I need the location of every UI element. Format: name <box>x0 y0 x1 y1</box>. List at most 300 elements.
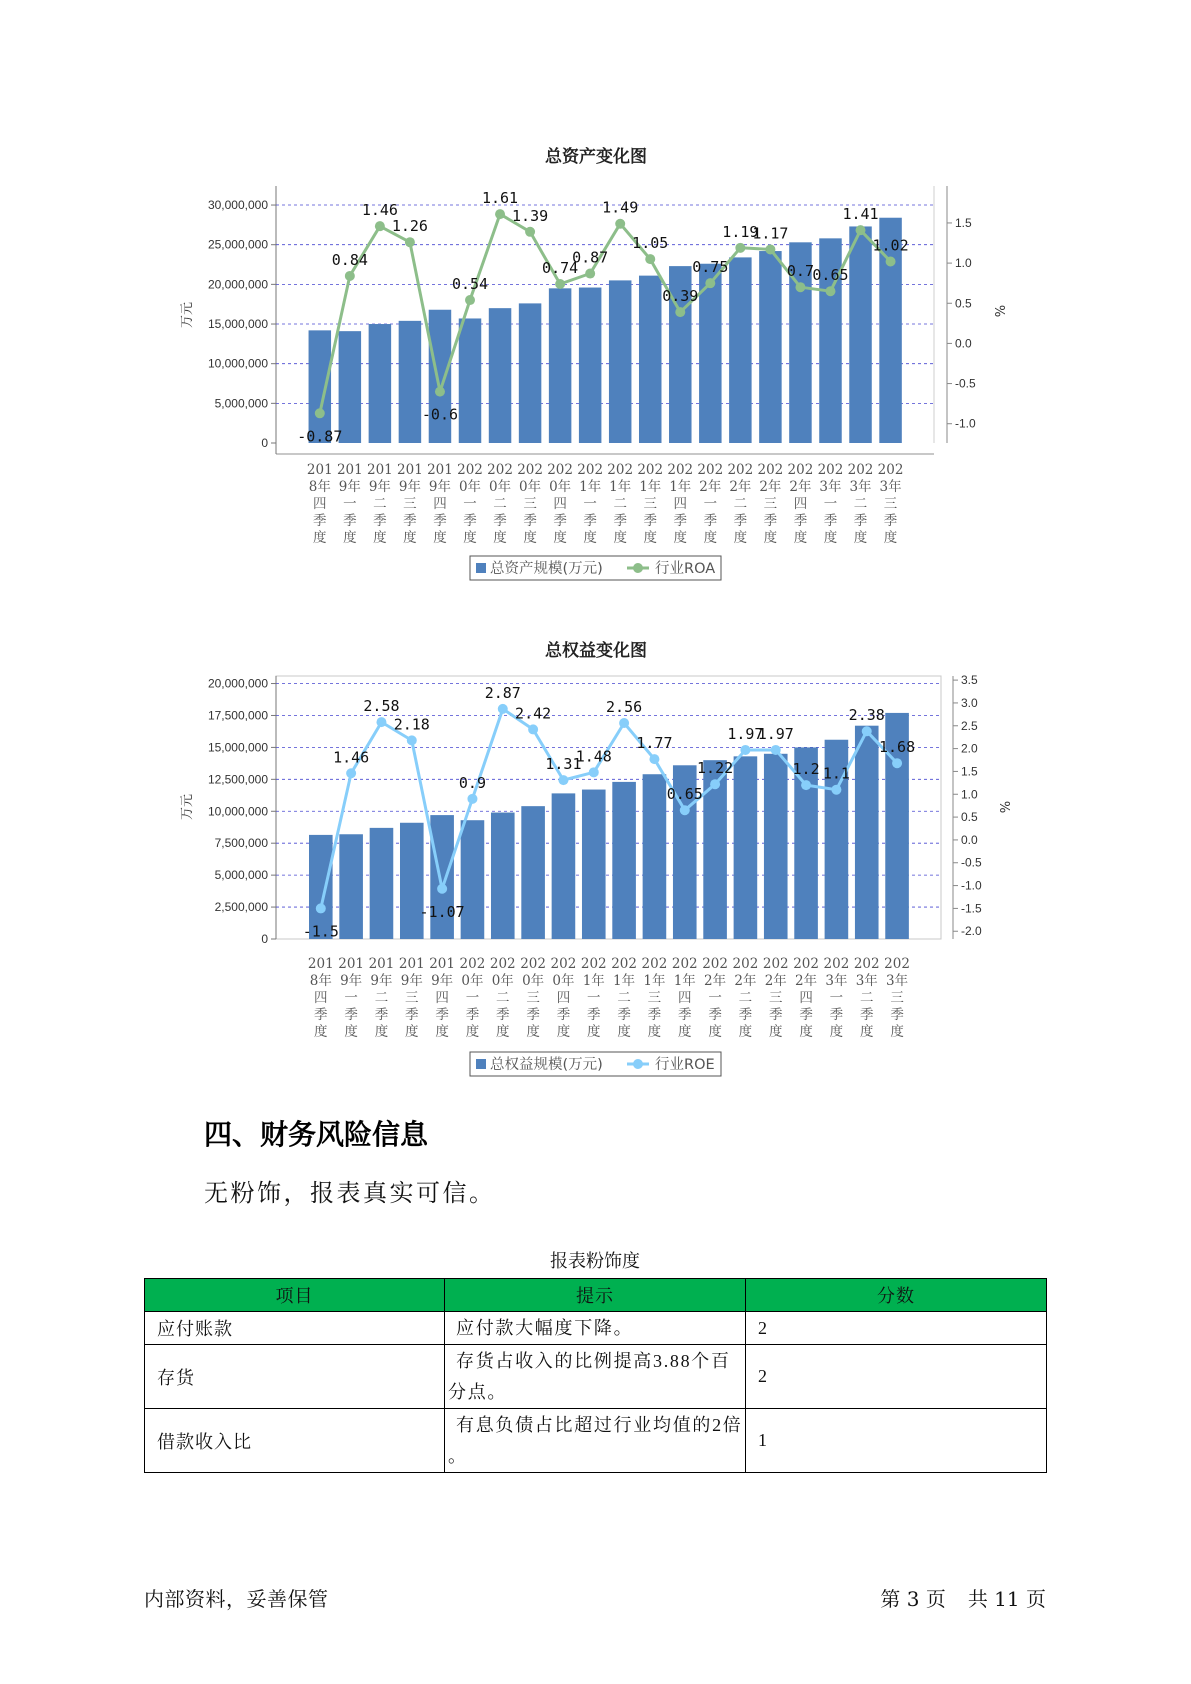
x-tick-label-part: 季 <box>769 1007 783 1023</box>
line-point <box>316 903 326 913</box>
x-tick-label-part: 202 <box>547 462 574 478</box>
bar <box>855 726 879 939</box>
line-point <box>555 279 565 289</box>
line-point <box>680 805 690 815</box>
x-tick-label <box>457 462 483 546</box>
legend-line-marker <box>633 563 643 573</box>
x-tick-label <box>547 462 573 546</box>
section-heading: 四、财务风险信息 <box>204 1118 429 1151</box>
x-tick-label-part: 202 <box>817 462 844 478</box>
x-tick-label-part: 2年 <box>789 479 812 495</box>
data-label: 0.39 <box>662 287 699 306</box>
data-label: 0.54 <box>451 275 489 294</box>
x-tick-label-part: 2年 <box>704 973 727 989</box>
table-cell-score: 2 <box>746 1312 1047 1345</box>
x-tick-label-part: 一 <box>587 990 601 1006</box>
x-tick-label-part: 201 <box>397 462 423 478</box>
bar <box>764 754 788 939</box>
y-tick-label: 10,000,000 <box>207 356 268 371</box>
x-tick-label-part: 度 <box>890 1024 904 1040</box>
bar <box>519 303 542 443</box>
y-tick-label: 5,000,000 <box>214 868 268 883</box>
data-label: 2.42 <box>515 704 552 723</box>
data-label: 0.75 <box>692 258 729 277</box>
x-tick-label-part: 度 <box>403 530 417 546</box>
x-tick-label-part: 二 <box>853 496 868 512</box>
y-axis-title: 万元 <box>180 301 195 329</box>
x-tick-label-part: 度 <box>374 1024 389 1040</box>
x-tick-label-part: 季 <box>374 1007 389 1023</box>
x-tick-label <box>637 462 663 546</box>
x-tick-label-part: 季 <box>493 513 507 529</box>
x-tick-label-part: 季 <box>793 513 808 529</box>
x-tick-label-part: 三 <box>643 496 657 512</box>
x-tick-label-part: 202 <box>853 956 880 972</box>
line-point <box>735 243 745 253</box>
x-tick-label <box>667 462 693 546</box>
x-tick-label-part: 201 <box>398 956 425 972</box>
x-tick-label-part: 度 <box>343 530 357 546</box>
section-summary: 无粉饰，报表真实可信。 <box>204 1179 496 1207</box>
data-label: 1.05 <box>632 234 669 253</box>
x-tick-label-part: 202 <box>847 462 874 478</box>
x-tick-label-part: 1年 <box>669 479 692 495</box>
data-label: 1.49 <box>602 198 639 217</box>
data-label: 2.58 <box>363 697 400 716</box>
x-tick-label-part: 1年 <box>579 479 602 495</box>
x-tick-label-part: 一 <box>829 990 844 1006</box>
y-tick-label: 30,000,000 <box>207 198 268 213</box>
y2-tick-label: -2.0 <box>961 924 982 939</box>
x-tick-label-part: 季 <box>738 1007 753 1023</box>
line-point <box>528 724 538 734</box>
x-tick-label-part: 2年 <box>699 479 722 495</box>
x-tick-label-part: 0年 <box>458 479 482 495</box>
x-tick-label-part: 季 <box>823 513 838 529</box>
x-tick-label-part: 一 <box>465 990 480 1006</box>
x-tick-label-part: 0年 <box>522 973 545 989</box>
x-tick-label-part: 季 <box>763 513 778 529</box>
chart-title: 总权益变化图 <box>545 641 647 661</box>
table-cell-item: 应付账款 <box>145 1312 445 1345</box>
x-tick-label-part: 202 <box>607 462 634 478</box>
x-tick-label-part: 202 <box>457 462 483 478</box>
line-point <box>740 745 750 755</box>
x-tick-label-part: 201 <box>338 956 365 972</box>
line-point <box>465 295 475 305</box>
y-tick-label: 20,000,000 <box>207 277 268 292</box>
x-tick-label-part: 季 <box>643 513 657 529</box>
x-tick-label-part: 202 <box>459 956 486 972</box>
x-tick-label-part: 202 <box>787 462 814 478</box>
y2-tick-label: -0.5 <box>961 855 982 870</box>
data-label: 0.87 <box>572 248 609 267</box>
x-tick-label <box>727 462 753 546</box>
x-tick-label-part: 1年 <box>673 973 696 989</box>
x-tick-label-part: 三 <box>526 990 540 1006</box>
x-tick-label-part: 三 <box>883 496 898 512</box>
x-tick-label-part: 度 <box>793 530 808 546</box>
line-point <box>375 221 385 231</box>
y2-tick-label: -1.0 <box>955 416 976 431</box>
x-tick-label-part: 度 <box>526 1024 540 1040</box>
data-label: 0.9 <box>458 773 486 792</box>
bar <box>643 774 667 939</box>
data-label: 0.65 <box>812 266 849 285</box>
data-label: 1.97 <box>727 724 764 743</box>
x-tick-label <box>733 956 759 1040</box>
x-tick-label-part: 度 <box>859 1024 874 1040</box>
line-point <box>345 271 355 281</box>
bar <box>612 782 636 939</box>
x-tick-label-part: 三 <box>769 990 783 1006</box>
x-tick-label-part: 202 <box>732 956 759 972</box>
table-header-score: 分数 <box>746 1279 1047 1312</box>
bar <box>582 790 606 939</box>
x-tick-label <box>517 462 543 546</box>
x-tick-label-part: 季 <box>313 513 327 529</box>
x-tick-label-part: 季 <box>703 513 718 529</box>
x-tick-label-part: 度 <box>314 1024 328 1040</box>
data-label: 2.18 <box>393 715 430 734</box>
x-tick-label-part: 季 <box>673 513 688 529</box>
x-tick-label-part: 季 <box>433 513 447 529</box>
x-tick-label-part: 202 <box>487 462 513 478</box>
line-point <box>435 387 445 397</box>
x-tick-label-part: 度 <box>853 530 868 546</box>
x-tick-label-part: 度 <box>703 530 718 546</box>
x-tick-label-part: 度 <box>678 1024 692 1040</box>
data-label: -0.6 <box>421 405 459 424</box>
data-label: 2.87 <box>484 683 521 702</box>
x-tick-label-part: 季 <box>678 1007 692 1023</box>
x-tick-label-part: 季 <box>890 1007 904 1023</box>
y2-axis-title: % <box>996 800 1011 814</box>
x-tick-label-part: 2年 <box>759 479 782 495</box>
x-tick-label-part: 二 <box>859 990 874 1006</box>
line-point <box>831 785 841 795</box>
y2-tick-label: -1.0 <box>961 878 982 893</box>
data-label: 1.26 <box>391 217 428 236</box>
x-tick-label-part: 二 <box>496 990 510 1006</box>
data-label: 1.1 <box>822 764 850 783</box>
y-tick-label: 15,000,000 <box>207 740 268 755</box>
x-tick-label-part: 9年 <box>340 973 363 989</box>
x-tick-label-part: 一 <box>344 990 358 1006</box>
x-tick-label-part: 202 <box>697 462 724 478</box>
x-tick-label-part: 四 <box>433 496 447 512</box>
x-tick-label <box>581 956 607 1040</box>
x-tick-label-part: 度 <box>553 530 567 546</box>
data-label: 2.56 <box>606 698 643 717</box>
x-tick-label-part: 202 <box>884 956 910 972</box>
x-tick-label-part: 季 <box>799 1007 813 1023</box>
x-tick-label-part: 季 <box>405 1007 419 1023</box>
x-tick-label-part: 季 <box>465 1007 480 1023</box>
x-tick-label <box>854 956 880 1040</box>
y-tick-label: 20,000,000 <box>207 676 268 691</box>
x-tick-label-part: 季 <box>314 1007 328 1023</box>
chart-title: 总资产变化图 <box>545 147 647 167</box>
x-tick-label-part: 度 <box>769 1024 783 1040</box>
line-point <box>467 794 477 804</box>
x-tick-label-part: 度 <box>733 530 748 546</box>
y-tick-label: 25,000,000 <box>207 237 268 252</box>
x-tick-label-part: 202 <box>762 956 789 972</box>
line-point <box>801 780 811 790</box>
data-label: 1.46 <box>361 201 398 220</box>
bar <box>734 756 758 939</box>
x-tick-label-part: 202 <box>611 956 637 972</box>
x-tick-label-part: 三 <box>763 496 778 512</box>
x-tick-label <box>429 956 455 1040</box>
x-tick-label-part: 1年 <box>643 973 666 989</box>
x-tick-label-part: 0年 <box>549 479 572 495</box>
data-label: 1.17 <box>752 224 789 243</box>
line-point <box>558 775 568 785</box>
x-tick-label-part: 9年 <box>338 479 361 495</box>
table-cell-score: 1 <box>746 1409 1047 1473</box>
table-cell-hint: 应付款大幅度下降。 <box>445 1312 746 1345</box>
data-label: 1.22 <box>697 759 734 778</box>
x-tick-label-part: 0年 <box>552 973 575 989</box>
line-point <box>710 779 720 789</box>
table-caption: 报表粉饰度 <box>550 1251 640 1272</box>
data-label: 1.41 <box>842 205 879 224</box>
x-tick-label <box>397 462 423 546</box>
x-tick-label-part: 四 <box>678 990 692 1006</box>
x-tick-label-part: 度 <box>405 1024 419 1040</box>
x-tick-label-part: 四 <box>313 496 327 512</box>
bar <box>461 820 485 939</box>
x-tick-label-part: 202 <box>667 462 694 478</box>
x-tick-label <box>642 956 668 1040</box>
x-tick-label-part: 8年 <box>308 479 331 495</box>
x-tick-label-part: 9年 <box>431 973 454 989</box>
y2-tick-label: 0.5 <box>961 810 978 825</box>
bar <box>579 288 602 443</box>
x-tick-label-part: 201 <box>368 956 395 972</box>
line-point <box>495 209 505 219</box>
y2-tick-label: 3.0 <box>961 695 978 710</box>
data-label: 1.02 <box>872 236 909 255</box>
y2-tick-label: 2.5 <box>961 718 978 733</box>
legend-bar-swatch <box>476 1059 486 1069</box>
bar <box>729 257 752 443</box>
x-tick-label-part: 度 <box>463 530 477 546</box>
x-tick-label <box>427 462 453 546</box>
x-tick-label-part: 季 <box>853 513 868 529</box>
y2-tick-label: -0.5 <box>955 376 976 391</box>
x-tick-label-part: 度 <box>313 530 327 546</box>
x-tick-label <box>793 956 819 1040</box>
x-tick-label-part: 202 <box>637 462 664 478</box>
x-tick-label <box>487 462 513 546</box>
x-tick-label-part: 四 <box>435 990 449 1006</box>
x-tick-label-part: 四 <box>556 990 571 1006</box>
x-tick-label-part: 202 <box>580 956 607 972</box>
x-tick-label <box>607 462 633 546</box>
y-tick-label: 0 <box>261 436 268 450</box>
x-tick-label-part: 0年 <box>461 973 484 989</box>
x-tick-label-part: 度 <box>373 530 387 546</box>
x-tick-label-part: 四 <box>793 496 808 512</box>
x-tick-label-part: 202 <box>793 956 819 972</box>
line-point <box>892 758 902 768</box>
x-tick-label-part: 度 <box>493 530 507 546</box>
x-tick-label-part: 季 <box>523 513 537 529</box>
legend-line-label: 行业ROE <box>655 1057 715 1073</box>
x-tick-label-part: 3年 <box>819 479 842 495</box>
x-tick-label <box>848 462 874 546</box>
x-tick-label-part: 度 <box>435 1024 449 1040</box>
x-tick-label-part: 度 <box>673 530 688 546</box>
x-tick-label <box>551 956 577 1040</box>
x-tick-label-part: 季 <box>496 1007 510 1023</box>
data-label: 2.38 <box>848 706 885 725</box>
x-tick-label-part: 度 <box>883 530 898 546</box>
line-point <box>589 767 599 777</box>
x-tick-label-part: 2年 <box>795 973 818 989</box>
x-tick-label <box>399 956 425 1040</box>
bar <box>399 321 422 443</box>
bar <box>309 330 332 443</box>
x-tick-label-part: 度 <box>738 1024 753 1040</box>
line-point <box>498 704 508 714</box>
x-tick-label-part: 四 <box>799 990 813 1006</box>
y2-tick-label: 2.0 <box>961 741 978 756</box>
x-tick-label <box>577 462 603 546</box>
total-equity-chart <box>180 640 1011 1076</box>
legend-line-marker <box>633 1059 643 1069</box>
x-tick-label-part: 3年 <box>825 973 848 989</box>
x-tick-label <box>367 462 393 546</box>
x-tick-label-part: 季 <box>583 513 597 529</box>
x-tick-label-part: 季 <box>556 1007 571 1023</box>
x-tick-label-part: 201 <box>336 462 363 478</box>
x-tick-label-part: 一 <box>823 496 838 512</box>
data-label: 0.65 <box>666 785 703 804</box>
bar <box>370 828 394 939</box>
data-label: 0.84 <box>331 250 368 269</box>
x-tick-label <box>520 956 546 1040</box>
x-tick-label-part: 度 <box>613 530 627 546</box>
y-tick-label: 7,500,000 <box>214 836 268 851</box>
x-tick-label-part: 季 <box>708 1007 722 1023</box>
x-tick-label-part: 度 <box>823 530 838 546</box>
x-tick-label-part: 202 <box>823 956 850 972</box>
x-tick-label-part: 一 <box>463 496 477 512</box>
x-tick-label-part: 202 <box>641 956 668 972</box>
x-tick-label-part: 度 <box>708 1024 722 1040</box>
bar <box>491 813 515 939</box>
footer-confidential-note: 内部资料，妥善保管 <box>144 1587 329 1611</box>
x-tick-label-part: 2年 <box>734 973 757 989</box>
x-tick-label-part: 季 <box>617 1007 631 1023</box>
data-label: 1.39 <box>512 206 549 225</box>
table-cell-item: 借款收入比 <box>145 1409 445 1473</box>
x-tick-label <box>337 462 363 546</box>
x-tick-label-part: 季 <box>526 1007 540 1023</box>
y2-tick-label: 1.0 <box>955 256 972 271</box>
x-tick-label-part: 8年 <box>309 973 332 989</box>
x-tick-label-part: 三 <box>405 990 419 1006</box>
legend-bar-label: 总权益规模(万元) <box>490 1057 603 1073</box>
x-tick-label-part: 季 <box>403 513 417 529</box>
x-tick-label-part: 一 <box>703 496 718 512</box>
y2-tick-label: 1.5 <box>955 215 972 230</box>
x-tick-label <box>818 462 844 546</box>
bar <box>489 308 512 443</box>
bar <box>849 226 872 443</box>
x-tick-label-part: 202 <box>550 956 577 972</box>
legend-bar-label: 总资产规模(万元) <box>490 561 603 577</box>
x-tick-label-part: 3年 <box>849 479 872 495</box>
y-tick-label: 10,000,000 <box>207 804 268 819</box>
data-label: 1.2 <box>792 760 820 779</box>
x-tick-label-part: 一 <box>583 496 597 512</box>
line-point <box>856 225 866 235</box>
line-point <box>705 278 715 288</box>
x-tick-label-part: 度 <box>465 1024 480 1040</box>
data-label: 1.48 <box>575 747 612 766</box>
data-label: -0.87 <box>297 427 343 446</box>
x-tick-label-part: 二 <box>733 496 748 512</box>
x-tick-label-part: 201 <box>427 462 453 478</box>
x-tick-label-part: 201 <box>366 462 393 478</box>
bar <box>549 288 572 443</box>
x-tick-label-part: 度 <box>344 1024 358 1040</box>
x-tick-label-part: 9年 <box>428 479 452 495</box>
total-assets-chart <box>180 146 1006 580</box>
y-tick-label: 12,500,000 <box>207 772 268 787</box>
line-point <box>405 237 415 247</box>
table-header-item: 项目 <box>145 1279 445 1312</box>
y2-tick-label: 0.0 <box>961 832 978 847</box>
x-tick-label-part: 季 <box>343 513 357 529</box>
x-tick-label-part: 9年 <box>368 479 391 495</box>
bar <box>369 324 392 443</box>
line-point <box>645 254 655 264</box>
x-tick-label-part: 四 <box>673 496 688 512</box>
x-tick-label-part: 202 <box>757 462 784 478</box>
x-tick-label-part: 二 <box>374 990 389 1006</box>
footer-page-number <box>880 1585 1046 1613</box>
x-tick-label-part: 0年 <box>488 479 512 495</box>
x-tick-label-part: 季 <box>647 1007 662 1023</box>
table-row <box>145 1312 1047 1345</box>
table-cell-score: 2 <box>746 1345 1047 1409</box>
x-tick-label-part: 0年 <box>491 973 514 989</box>
x-tick-label <box>307 462 333 546</box>
x-tick-label-part: 度 <box>799 1024 813 1040</box>
x-tick-label-part: 度 <box>829 1024 844 1040</box>
x-tick-label-part: 9年 <box>398 479 421 495</box>
x-tick-label <box>308 956 334 1040</box>
line-point <box>771 745 781 755</box>
x-tick-label-part: 1年 <box>609 479 632 495</box>
line-point <box>407 735 417 745</box>
x-tick-label-part: 2年 <box>764 973 787 989</box>
line-point <box>886 256 896 266</box>
x-tick-label <box>878 462 904 546</box>
line-point <box>346 768 356 778</box>
bar <box>552 793 576 939</box>
y-tick-label: 2,500,000 <box>214 900 268 915</box>
x-tick-label-part: 二 <box>493 496 507 512</box>
x-tick-label-part: 0年 <box>519 479 542 495</box>
bar <box>459 318 482 443</box>
